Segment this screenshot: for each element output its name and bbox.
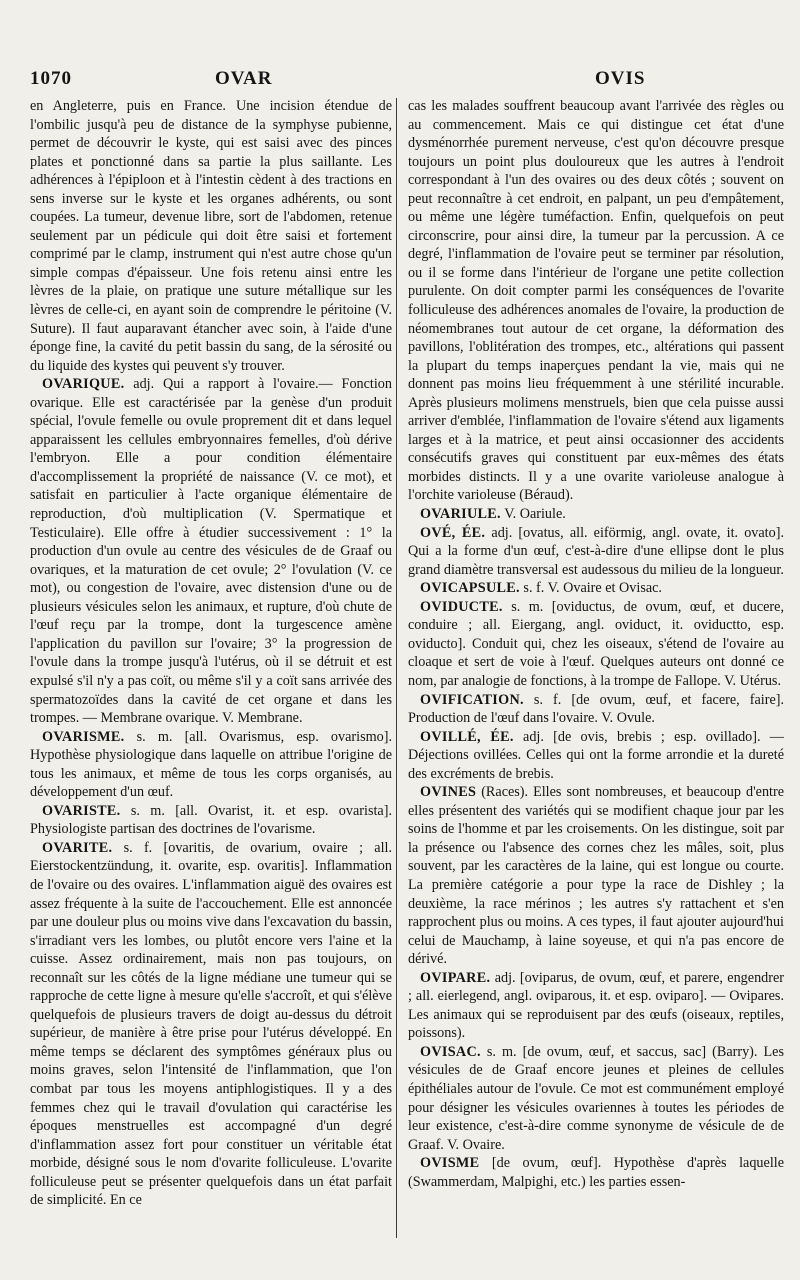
entry-ovicapsule xyxy=(408,579,784,598)
entry-headword: OVINES xyxy=(420,784,477,801)
entry-ovariule xyxy=(408,505,784,524)
entry-ovisac xyxy=(408,1043,784,1154)
entry-headword: OVARISME. xyxy=(42,728,125,745)
entry-body: s. m. [all. Ovarist, it. et esp. ovarista]. Physiologiste partisan des doctrines de l'ovarisme. xyxy=(30,802,392,838)
entry-body: adj. [de ovis, brebis ; esp. ovillado]. — Déjections ovillées. Celles qui ont la forme arrondie et la dureté des excréments de brebis. xyxy=(408,728,784,782)
entry-body: s. f. [ovaritis, de ovarium, ovaire ; all. Eierstockentzündung, it. ovarite, esp. ovaritis]. Inflammation de l'ovaire ou des ovaires. L'inflammation aiguë des ovaires est assez fréquente à la suite de l'accouchement. Elle est annoncée par une douleur plus ou moins vive dans l'excavation du bassin, s'irradiant vers les lombes, ou plutôt encore vers l'aine et la cuisse. Assez ordinairement, mais non pas toujours, on reconnaît sur les côtés de la ligne médiane une tumeur qui se rapproche de cette ligne à mesure qu'elle s'accroît, et qui s'élève quelquefois de plusieurs travers de doigt au-dessus du détroit supérieur, de manière à être prise pour l'utérus développé. En même temps se déclarent des symptômes généraux plus ou moins graves, selon l'intensité de l'inflammation, que l'on combat par tous les moyens antiphlogistiques. Il y a des femmes chez qui le travail d'ovulation qui caractérise les époques menstruelles est accompagné d'un degré d'inflammation assez fort pour constituer un véritable état morbide, désigné sous le nom d'ovarite folliculeuse. L'ovarite folliculeuse peut se présenter quelquefois dans un état parfait de simplicité. En ce xyxy=(30,839,392,1209)
entry-oville xyxy=(408,728,784,784)
entry-ovarisme xyxy=(30,728,392,802)
entry-body: s. m. [all. Ovarismus, esp. ovarismo]. Hypothèse physiologique dans laquelle on attribue l'origine de tous les animaux, et même de tous les corps organisés, au développement d'un œuf. xyxy=(30,728,393,801)
entry-headword: OVÉ, ÉE. xyxy=(420,524,486,541)
entry-headword: OVISAC. xyxy=(420,1043,481,1060)
entry-ovarique xyxy=(30,375,392,727)
entry-headword: OVIFICATION. xyxy=(420,691,524,708)
entry-ovariste xyxy=(30,802,392,839)
entry-headword: OVARIULE. xyxy=(420,506,501,523)
left-running-title: OVAR xyxy=(215,68,273,89)
entry-body: [de ovum, œuf]. Hypothèse d'après laquelle (Swammerdam, Malpighi, etc.) les parties essen- xyxy=(408,1155,785,1190)
right-running-title: OVIS xyxy=(595,68,646,89)
entry-body: V. Oariule. xyxy=(504,506,566,523)
entry-headword: OVARITE. xyxy=(42,839,113,856)
entry-body: s. m. [de ovum, œuf, et saccus, sac] (Barry). Les vésicules de de Graaf encore jeunes et pleines de cellules épithéliales autour de l'ovule. Ce mot est communément employé pour désigner les vésicules ovariennes à toutes les périodes de leur existence, c'est-à-dire comme synonyme de vésicule de de Graaf. V. Ovaire. xyxy=(408,1043,784,1153)
entry-headword: OVILLÉ, ÉE. xyxy=(420,728,514,745)
page-number: 1070 xyxy=(30,68,72,89)
entry-body: s. f. [de ovum, œuf, et facere, faire]. Production de l'œuf dans l'ovaire. V. Ovule. xyxy=(408,691,785,727)
entry-body: s. f. V. Ovaire et Ovisac. xyxy=(523,580,662,597)
entry-ovines xyxy=(408,783,784,968)
entry-headword: OVICAPSULE. xyxy=(420,580,520,597)
entry-ovipare xyxy=(408,969,784,1043)
left-column xyxy=(30,97,392,1210)
running-header xyxy=(30,68,782,98)
entry-body: (Races). Elles sont nombreuses, et beaucoup d'entre elles présentent des variétés qui se modifient chaque jour par les soins de l'homme et par les croisements. On les distingue, soit par la présence ou l'absence des cornes chez les mâles, soit, plus souvent, par les caractères de la laine, qui est longue ou courte. La première catégorie a pour type la race de Dishley ; la deuxième, la race mérinos ; les autres s'y rattachent et s'en rapprochent plus ou moins. A ces types, il faut ajouter aujourd'hui celui de Mauchamp, à laine soyeuse, et qui n'a pas encore de dérivé. xyxy=(408,784,785,968)
entry-ovisme xyxy=(408,1154,784,1191)
entry-body: adj. Qui a rapport à l'ovaire.— Fonction ovarique. Elle est caractérisée par la genèse d'un produit spécial, l'ovule femelle ou ovule proprement dit et dans lequel apparaissent les cellules embryonnaires femelles, d'où dérive l'embryon. Elle a pour condition élémentaire d'accomplissement la propriété de naissance (V. ce mot), et satisfait en particulier à l'acte organique élémentaire de reproduction, d'où multiplication (V. Spermatique et Testiculaire). Elle offre à étudier successivement : 1° la production d'un ovule au centre des vésicules de de Graaf ou ovariques, et la maturation de cet ovule; 2° l'ovulation (V. ce mot), ou congestion de l'ovaire, avec distension d'une ou de plusieurs vésicules selon les animaux, et rupture, d'où chute de l'œuf reçu par la trompe, dont la turgescence amène l'application du pavillon sur l'ovaire; 3° la progression de l'ovule dans la trompe jusqu'à l'utérus, où il se détruit et est expulsé s'il n'y a pas coït, ou même s'il y a coït sans arrivée des spermatozoïdes dans la cavité de cet organe et dans les trompes. — Membrane ovarique. V. Membrane. xyxy=(30,376,392,727)
entry-body: adj. [ovatus, all. eiförmig, angl. ovate, it. ovato]. Qui a la forme d'un œuf, c'est-à-dire d'une ellipse dont le plus grand diamètre transversal est audessous du milieu de la longueur. xyxy=(408,524,784,578)
continued-entry-text: cas les malades souffrent beaucoup avant l'arrivée des règles ou au commencement. Mais ce qui distingue cet état d'une dysménorrhée purement nerveuse, c'est qu'on découvre presque toujours un point plus douloureux que les autres à l'endroit correspondant à l'un des ovaires ou des deux côtés ; souvent on peut reconnaître à cet endroit, en palpant, un peu d'empâtement, ou même une légère tuméfaction. Enfin, quelquefois on peut circonscrire, pour ainsi dire, la tumeur par la percussion. A ce degré, l'inflammation de l'ovaire peut se terminer par résolution, ou il se forme dans l'intérieur de l'organe une petite collection purulente. On doit compter parmi les conséquences de l'ovarite folliculeuse des adhérences anomales de l'ovaire, la production de néomembranes tout autour de cet organe, la déformation des pavillons, l'oblitération des trompes, etc., altérations qui passent la plupart du temps inaperçues pendant la vie, mais qui ne donnent pas moins lieu fréquemment à une stérilité incurable. Après plusieurs molimens menstruels, bien que cela puisse aussi arriver d'emblée, l'inflammation de l'ovaire s'étend aux ligaments larges et à la matrice, et peut ainsi occasionner des accidents consécutifs graves qui constituent par eux-mêmes des états morbides distincts. Il y a une ovarite varioleuse analogue à l'orchite varioleuse (Béraud). xyxy=(408,98,784,504)
entry-ovification xyxy=(408,691,784,728)
entry-headword: OVARIQUE. xyxy=(42,376,125,393)
entry-oviducte xyxy=(408,598,784,691)
continued-entry-text: en Angleterre, puis en France. Une incision étendue de l'ombilic jusqu'à peu de distance de la symphyse pubienne, permet de découvrir le kyste, qui est saisi avec des pinces plates et ponctionné dans sa partie la plus saillante. Les adhérences à l'épiploon et à l'intestin cèdent à des tractions en sens inverse sur le kyste et les organes adhérents, ou sont coupées. La tumeur, devenue libre, sort de l'abdomen, retenue seulement par un pédicule qui doit être saisi et fortement comprimé par le clamp, instrument qui n'est autre chose qu'un simple compas d'épaisseur. Une fois retenu ainsi entre les lèvres de la plaie, on pratique une suture métallique sur les lèvres de celle-ci, en ayant soin de comprendre le péritoine (V. Suture). Il faut auparavant étancher avec soin, à l'aide d'une éponge fine, la cavité du petit bassin du sang, de la sérosité ou du liquide des kystes qui peuvent s'y trouver. xyxy=(30,98,392,374)
entry-headword: OVISME xyxy=(420,1155,480,1172)
entry-ovarite xyxy=(30,839,392,1210)
right-column xyxy=(408,97,784,1191)
entry-headword: OVIDUCTE. xyxy=(420,598,503,615)
entry-headword: OVIPARE. xyxy=(420,969,491,986)
entry-ove xyxy=(408,524,784,580)
entry-body: adj. [oviparus, de ovum, œuf, et parere, engendrer ; all. eierlegend, angl. oviparous, it. et esp. oviparo]. — Ovipares. Les animaux qui se reproduisent par des œufs (oiseaux, reptiles, poissons). xyxy=(408,969,785,1042)
entry-body: s. m. [oviductus, de ovum, œuf, et ducere, conduire ; all. Eiergang, angl. oviduct, it. oviductto, esp. oviducto]. Conduit qui, chez les oiseaux, s'étend de l'ovaire au cloaque et sert de voie à l'œuf. Quelques auteurs ont donné ce nom, par analogie de fonctions, à la trompe de Fallope. V. Utérus. xyxy=(408,598,785,689)
column-divider xyxy=(396,98,397,1238)
entry-headword: OVARISTE. xyxy=(42,802,121,819)
